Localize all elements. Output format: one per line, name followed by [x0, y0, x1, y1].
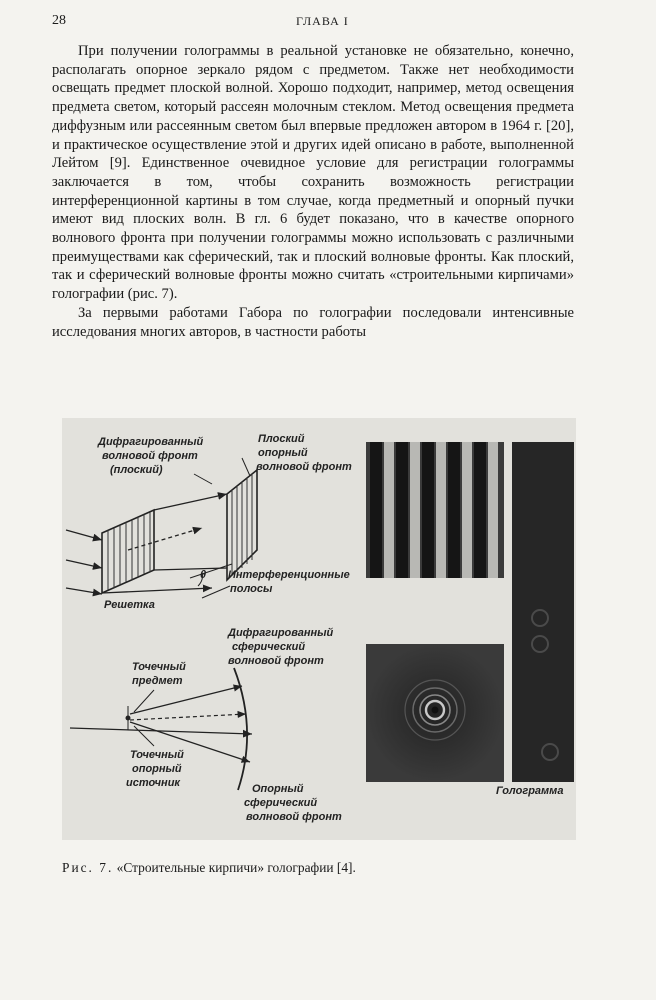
figure-caption — [62, 860, 356, 876]
label-point-object-1: Точечный — [132, 661, 186, 673]
label-ref-spherical-3: волновой фронт — [246, 811, 342, 823]
hologram-strip — [512, 442, 574, 782]
label-diffracted-plane-1: Дифрагированный — [98, 436, 204, 448]
diffracted-pointer — [194, 474, 212, 484]
label-interference-2: полосы — [230, 583, 273, 595]
label-ref-spherical-2: сферический — [244, 797, 318, 809]
figure-illustration — [62, 418, 576, 840]
label-point-ref-1: Точечный — [130, 749, 184, 761]
label-hologram: Голограмма — [496, 785, 564, 797]
caption-text: «Строительные кирпичи» голографии [4]. — [116, 860, 356, 875]
object-ray-up — [130, 686, 242, 714]
caption-label: Рис. 7. — [62, 860, 114, 875]
label-diffracted-plane-2: волновой фронт — [102, 450, 198, 462]
label-point-object-2: предмет — [132, 675, 183, 687]
diffracted-beam — [102, 494, 227, 593]
angle-line — [190, 564, 232, 578]
plane-front-pointer — [242, 458, 250, 476]
running-head: ГЛАВА I — [296, 14, 349, 28]
paragraph: За первыми работами Габора по голографии последовали интенсивные исследования многих авторов, в частности работы — [52, 304, 574, 340]
paragraph: При получении голограммы в реальной установке не обязательно, конечно, располагать опорное зеркало рядом с предметом. Также нет необходимости освещать предмет плоской волной. Хорошо подходит, например, метод освещения предмета светом, который рассеян молочным стеклом. Метод освещения предмета диффузным или рассеянным светом был впервые предложен автором в 1964 г. [20], и практическое осуществление этой и других идей описано в работе, выполненной Лейтом [9]. Единственное очевидное условие для регистрации голограммы заключается в том, чтобы сохранить возможность регистрации интерференционной картины в том случае, когда предметный и опорный пучки имеют вид плоских волн. В гл. 6 будет показано, что в качестве опорного волнового фронта при получении голограммы можно использовать с различными преимуществами как сферический, так и плоский волновые фронты. Как плоский, так и сферический волновые фронты можно считать «строительными кирпичами» голографии (рис. 7). — [52, 43, 574, 303]
label-interference-1: Интерференционные — [228, 569, 350, 581]
grating-lines — [108, 512, 150, 590]
label-ref-spherical-1: Опорный — [252, 783, 304, 795]
figure-7 — [62, 418, 576, 840]
label-point-ref-2: опорный — [132, 763, 182, 775]
optical-axis — [70, 728, 252, 734]
interference-fringe-lines — [232, 474, 252, 576]
body-text — [52, 42, 574, 341]
label-diffracted-plane-3: (плоский) — [110, 464, 163, 476]
ring-photo — [366, 644, 504, 782]
label-plane-front-2: опорный — [258, 447, 308, 459]
label-angle: θ — [200, 569, 207, 581]
label-diffracted-spherical-3: волновой фронт — [228, 655, 324, 667]
page-number: 28 — [52, 13, 66, 28]
incident-rays — [66, 530, 102, 594]
reference-ray — [130, 714, 246, 720]
label-diffracted-spherical-1: Дифрагированный — [228, 627, 334, 639]
label-diffracted-spherical-2: сферический — [232, 641, 306, 653]
label-grating: Решетка — [104, 599, 155, 611]
label-plane-front-3: волновой фронт — [256, 461, 352, 473]
fringe-photo — [366, 442, 504, 578]
spherical-wavefront — [234, 668, 247, 790]
label-point-ref-3: источник — [126, 777, 180, 789]
grating-plate — [102, 510, 154, 593]
label-plane-front-1: Плоский — [258, 433, 305, 445]
